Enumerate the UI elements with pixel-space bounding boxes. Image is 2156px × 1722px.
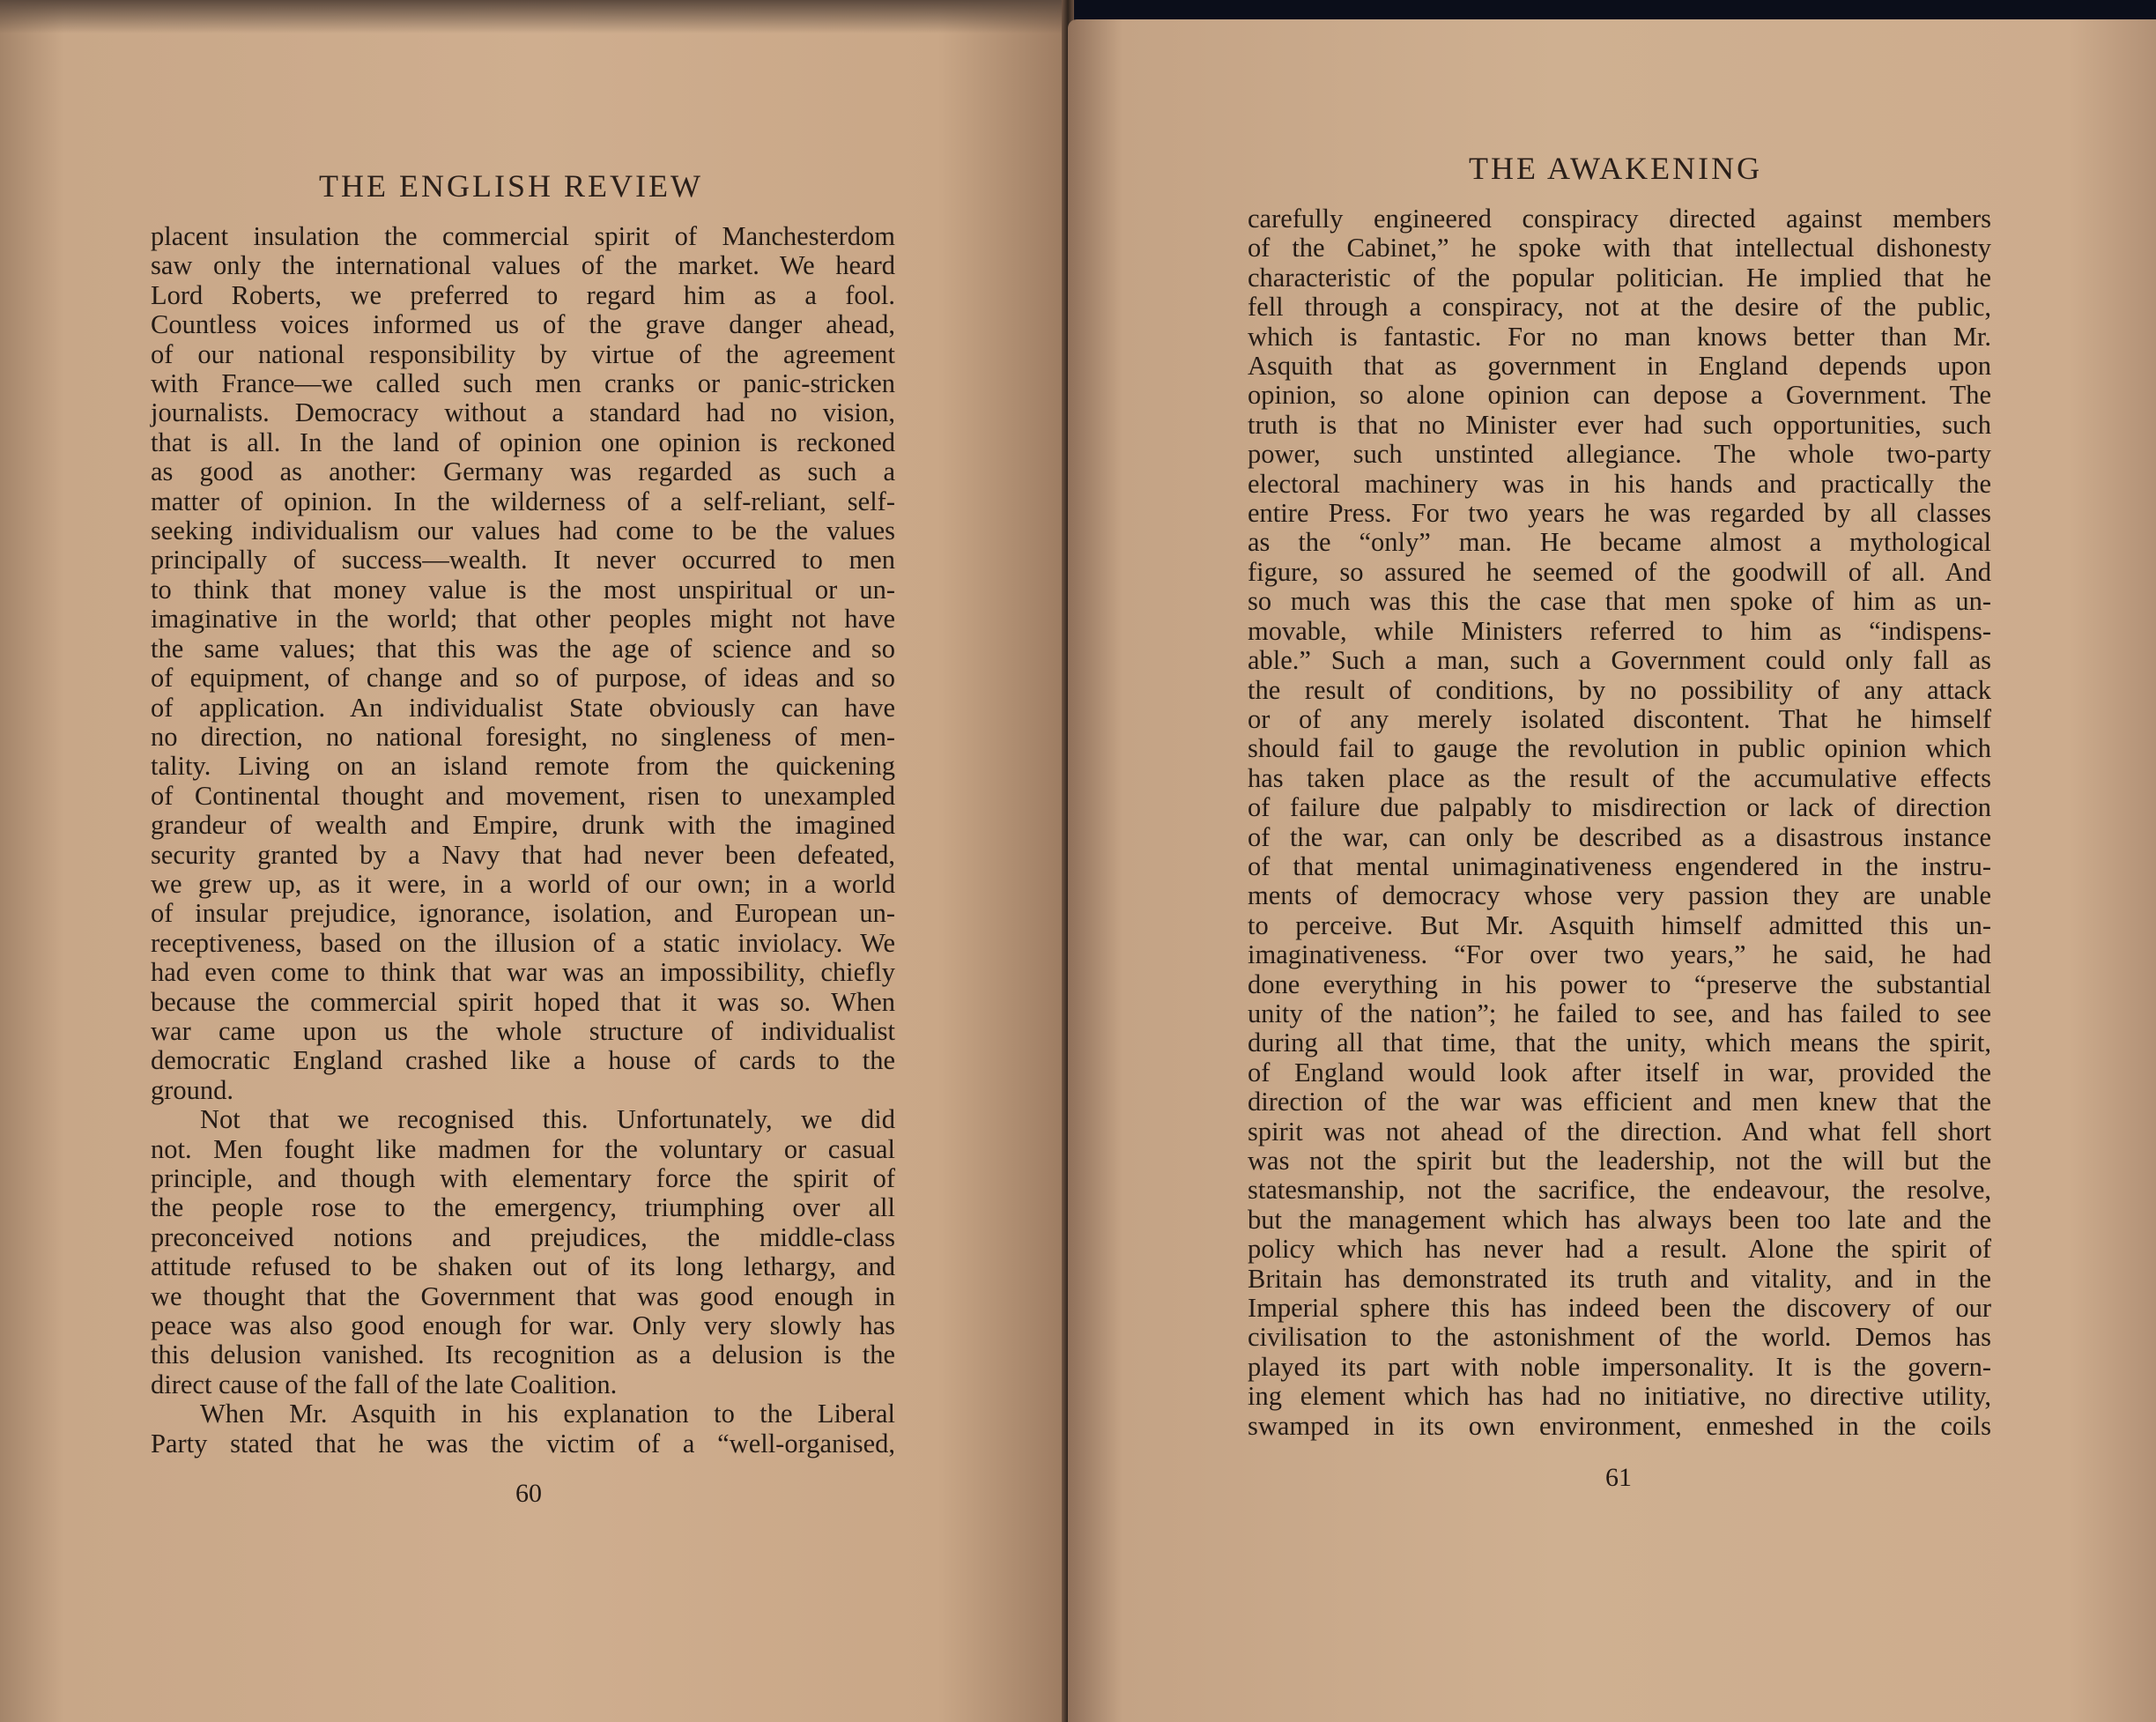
text-line: of insular prejudice, ignorance, isolation, and European un-	[151, 898, 895, 929]
text-line: Lord Roberts, we preferred to regard him as a fool.	[151, 279, 895, 310]
text-line: we grew up, as it were, in a world of our own; in a world	[151, 868, 895, 899]
text-line: principle, and though with elementary force the spirit of	[151, 1163, 895, 1193]
text-line: attitude refused to be shaken out of its long lethargy, and	[151, 1251, 895, 1282]
text-line: seeking individualism our values had come to be the values	[151, 516, 895, 546]
text-line: during all that time, that the unity, which means the spirit,	[1248, 1028, 1991, 1058]
text-line: this delusion vanished. Its recognition as a delusion is the	[151, 1340, 895, 1370]
text-line: as the “only” man. He became almost a mythological	[1248, 527, 1991, 558]
text-line: carefully engineered conspiracy directed against members	[1248, 204, 1991, 234]
text-line: Not that we recognised this. Unfortunately, we did	[200, 1104, 895, 1135]
text-line: Party stated that he was the victim of a “well-organised,	[151, 1428, 895, 1459]
text-line: or of any merely isolated discontent. That he himself	[1248, 703, 1991, 734]
text-line: grandeur of wealth and Empire, drunk with the imagined	[151, 810, 895, 841]
text-line: swamped in its own environment, enmeshed in the coils	[1248, 1410, 1991, 1441]
text-line: electoral machinery was in his hands and practically the	[1248, 468, 1991, 499]
page-number: 60	[515, 1479, 542, 1508]
text-line: done everything in his power to “preserve the substantial	[1248, 969, 1991, 999]
text-line: ing element which has had no initiative, no directive utility,	[1248, 1381, 1991, 1412]
text-line: saw only the international values of the market. We heard	[151, 250, 895, 281]
text-line: to perceive. But Mr. Asquith himself admitted this un-	[1248, 909, 1991, 940]
text-line: direction of the war was efficient and men knew that the	[1248, 1087, 1991, 1117]
text-line: democratic England crashed like a house of cards to the	[151, 1045, 895, 1076]
text-line: ground.	[151, 1074, 234, 1105]
text-line: of application. An individualist State obviously can have	[151, 692, 895, 723]
text-line: with France—we called such men cranks or panic-stricken	[151, 368, 895, 399]
text-line: played its part with noble impersonality. It is the govern-	[1248, 1351, 1991, 1382]
text-line: statesmanship, not the sacrifice, the endeavour, the resolve,	[1248, 1175, 1991, 1206]
text-line: which is fantastic. For no man knows better than Mr.	[1248, 321, 1991, 352]
text-line: had even come to think that war was an impossibility, chiefly	[151, 957, 895, 988]
page-number: 61	[1605, 1463, 1632, 1492]
text-line: of failure due palpably to misdirection or lack of direction	[1248, 792, 1991, 823]
text-line: preconceived notions and prejudices, the middle-class	[151, 1221, 895, 1252]
text-line: because the commercial spirit hoped that it was so. When	[151, 986, 895, 1017]
text-line: the people rose to the emergency, triumphing over all	[151, 1192, 895, 1223]
left-page	[0, 0, 1066, 1722]
text-line: of our national responsibility by virtue of the agreement	[151, 338, 895, 369]
text-line: unity of the nation”; he failed to see, and has failed to see	[1248, 998, 1991, 1028]
text-line: power, such unstinted allegiance. The whole two-party	[1248, 439, 1991, 470]
text-line: war came upon us the whole structure of individualist	[151, 1015, 895, 1046]
text-line: of that mental unimaginativeness engendered in the instru-	[1248, 850, 1991, 881]
text-line: imaginativeness. “For over two years,” he said, he had	[1248, 939, 1991, 970]
text-line: figure, so assured he seemed of the goodwill of all. And	[1248, 556, 1991, 587]
page-top-edge	[0, 0, 1066, 33]
text-line: journalists. Democracy without a standard had no vision,	[151, 397, 895, 428]
text-line: peace was also good enough for war. Only very slowly has	[151, 1310, 895, 1341]
body-text	[1248, 204, 1991, 1441]
body-text	[151, 222, 895, 1459]
text-line: civilisation to the astonishment of the world. Demos has	[1248, 1322, 1991, 1353]
text-line: to think that money value is the most unspiritual or un-	[151, 574, 895, 605]
text-line: the same values; that this was the age of science and so	[151, 633, 895, 664]
text-line: of equipment, of change and so of purpose, of ideas and so	[151, 663, 895, 694]
text-line: as good as another: Germany was regarded as such a	[151, 456, 895, 487]
running-head: THE ENGLISH REVIEW	[319, 168, 703, 204]
text-line: policy which has never had a result. Alone the spirit of	[1248, 1234, 1991, 1265]
text-line: direct cause of the fall of the late Coalition.	[151, 1369, 618, 1399]
text-line: Imperial sphere this has indeed been the discovery of our	[1248, 1293, 1991, 1324]
text-line: that is all. In the land of opinion one opinion is reckoned	[151, 427, 895, 457]
text-line: characteristic of the popular politician. He implied that he	[1248, 262, 1991, 293]
text-line: Countless voices informed us of the grave danger ahead,	[151, 309, 895, 340]
text-line: fell through a conspiracy, not at the desire of the public,	[1248, 292, 1991, 323]
text-line: security granted by a Navy that had never been defeated,	[151, 839, 895, 870]
text-line: but the management which has always been too late and the	[1248, 1204, 1991, 1235]
text-line: principally of success—wealth. It never occurred to men	[151, 545, 895, 575]
text-line: Asquith that as government in England depends upon	[1248, 351, 1991, 382]
text-line: has taken place as the result of the accumulative effects	[1248, 762, 1991, 793]
text-line: Britain has demonstrated its truth and vitality, and in the	[1248, 1263, 1991, 1294]
right-page	[1068, 19, 2156, 1722]
text-line: ments of democracy whose very passion they are unable	[1248, 880, 1991, 911]
text-line: movable, while Ministers referred to him as “indispens-	[1248, 615, 1991, 646]
text-line: When Mr. Asquith in his explanation to the Liberal	[200, 1399, 895, 1429]
text-line: the result of conditions, by no possibility of any attack	[1248, 674, 1991, 705]
text-line: able.” Such a man, such a Government could only fall as	[1248, 645, 1991, 676]
text-line: was not the spirit but the leadership, not the will but the	[1248, 1146, 1991, 1176]
text-line: we thought that the Government that was good enough in	[151, 1280, 895, 1311]
text-line: of the war, can only be described as a disastrous instance	[1248, 821, 1991, 852]
text-line: should fail to gauge the revolution in public opinion which	[1248, 733, 1991, 764]
text-line: placent insulation the commercial spirit of Manchesterdom	[151, 221, 895, 251]
text-line: truth is that no Minister ever had such opportunities, such	[1248, 409, 1991, 440]
text-line: opinion, so alone opinion can depose a Government. The	[1248, 380, 1991, 411]
text-line: not. Men fought like madmen for the voluntary or casual	[151, 1133, 895, 1164]
text-line: of Continental thought and movement, risen to unexampled	[151, 780, 895, 811]
running-head: THE AWAKENING	[1469, 151, 1763, 186]
text-line: spirit was not ahead of the direction. And what fell short	[1248, 1116, 1991, 1147]
text-line: no direction, no national foresight, no singleness of men-	[151, 721, 895, 752]
text-line: imaginative in the world; that other peoples might not have	[151, 604, 895, 635]
text-line: tality. Living on an island remote from the quickening	[151, 751, 895, 782]
text-line: entire Press. For two years he was regarded by all classes	[1248, 498, 1991, 529]
text-line: of the Cabinet,” he spoke with that intellectual dishonesty	[1248, 233, 1991, 263]
text-line: receptiveness, based on the illusion of a static inviolacy. We	[151, 927, 895, 958]
text-line: so much was this the case that men spoke of him as un-	[1248, 586, 1991, 617]
text-line: matter of opinion. In the wilderness of a self-reliant, self-	[151, 486, 895, 516]
text-line: of England would look after itself in war, provided the	[1248, 1057, 1991, 1087]
